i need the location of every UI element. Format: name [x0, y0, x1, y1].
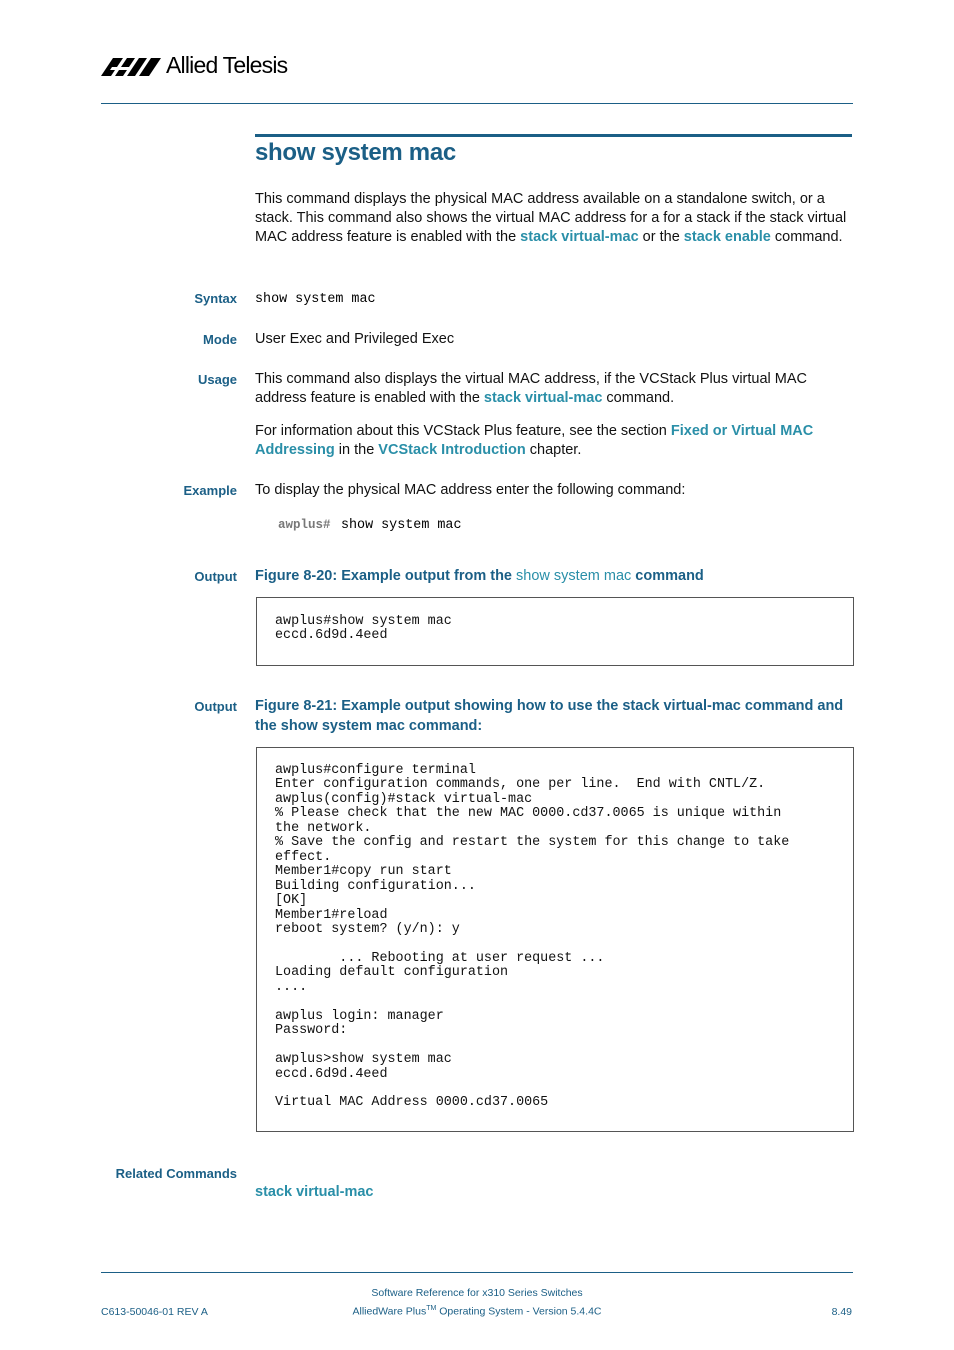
syntax-text: show system mac — [255, 292, 376, 307]
footer-subtitle — [290, 1305, 664, 1318]
footer-divider — [101, 1272, 853, 1273]
figure-caption-2: Figure 8-21: Example output showing how to use the stack virtual-mac command and the show system mac command: — [255, 698, 844, 734]
intro-text-2: or the — [638, 229, 684, 245]
footer-doc-number: C613-50046-01 REV A — [101, 1306, 208, 1318]
usage-text-4: in the — [334, 442, 379, 458]
related-commands-label: Related Commands — [115, 1166, 237, 1181]
output-code-2: awplus#configure terminal Enter configuration commands, one per line. End with CNTL/Z. awplus(config)#stack virtual-mac % Please check that the new MAC 0000.cd37.0065 is unique within the network. % Save the config and restart the system for this change to take effect. Member1#copy run start Building configuration... [OK] Member1#reload reboot system? (y/n): y ... Rebooting at user request ... Loading default configuration .... awplus login: manager Password: awplus>show system mac eccd.6d9d.4eed Virtual MAC Address 0000.cd37.0065 — [275, 763, 790, 1111]
page-title: show system mac — [255, 139, 456, 166]
example-label: Example — [183, 483, 237, 498]
intro-paragraph — [255, 190, 855, 247]
footer-product: AlliedWare Plus — [352, 1305, 427, 1318]
mode-text: User Exec and Privileged Exec — [255, 331, 455, 347]
usage-text-2: command. — [602, 390, 675, 406]
output-label-2: Output — [194, 699, 237, 714]
link-vcstack-introduction[interactable]: VCStack Introduction — [378, 442, 526, 458]
related-link-stack-virtual-mac[interactable]: stack virtual-mac — [255, 1184, 374, 1200]
usage-paragraph-2 — [255, 422, 845, 460]
intro-text-3: command. — [770, 229, 843, 245]
footer-version: Operating System - Version 5.4.4C — [436, 1305, 602, 1318]
output-label-1: Output — [194, 569, 237, 584]
logo-mark-icon — [101, 54, 163, 80]
usage-label: Usage — [197, 372, 237, 387]
output-code-1: awplus#show system mac eccd.6d9d.4eed — [275, 614, 452, 644]
caption-1-text-1: Figure 8-20: Example output from the — [255, 568, 517, 584]
example-command-line — [278, 515, 462, 533]
footer-trademark: TM — [426, 1305, 437, 1312]
logo-text: Allied Telesis — [166, 52, 288, 78]
output-box-1 — [256, 597, 854, 666]
syntax-label: Syntax — [194, 291, 237, 306]
caption-1-text-2: command — [631, 568, 704, 584]
example-text: To display the physical MAC address enter the following command: — [255, 482, 686, 498]
figure-caption-1 — [255, 566, 853, 586]
mode-label: Mode — [203, 332, 237, 347]
title-rule — [255, 134, 852, 137]
link-fixed-or-virtual-mac[interactable]: Fixed or Virtual MAC Addressing — [255, 423, 814, 458]
usage-text-1: This command also displays the virtual MAC address, if the VCStack Plus virtual MAC address feature is enabled with the — [255, 371, 808, 406]
command-prompt: awplus# — [278, 518, 331, 532]
output-box-2 — [256, 747, 854, 1132]
footer-page-number: 8.49 — [831, 1306, 852, 1318]
allied-telesis-logo — [101, 50, 301, 82]
usage-text-3: For information about this VCStack Plus feature, see the section — [255, 423, 671, 439]
caption-1-command: show system mac — [516, 568, 632, 584]
footer-title: Software Reference for x310 Series Switches — [371, 1287, 583, 1299]
link-stack-virtual-mac[interactable]: stack virtual-mac — [483, 390, 603, 406]
usage-paragraph-1 — [255, 370, 845, 408]
usage-text-5: chapter. — [525, 442, 582, 458]
example-command: show system mac — [340, 518, 462, 533]
intro-text-1: This command displays the physical MAC address available on a standalone switch, or a stack. This command also shows the virtual MAC address for a for a stack if the stack virtual MAC address feature is enabled with the — [255, 191, 847, 245]
header-divider — [101, 103, 853, 104]
link-stack-enable[interactable]: stack enable — [683, 229, 771, 245]
link-stack-virtual-mac[interactable]: stack virtual-mac — [520, 229, 639, 245]
